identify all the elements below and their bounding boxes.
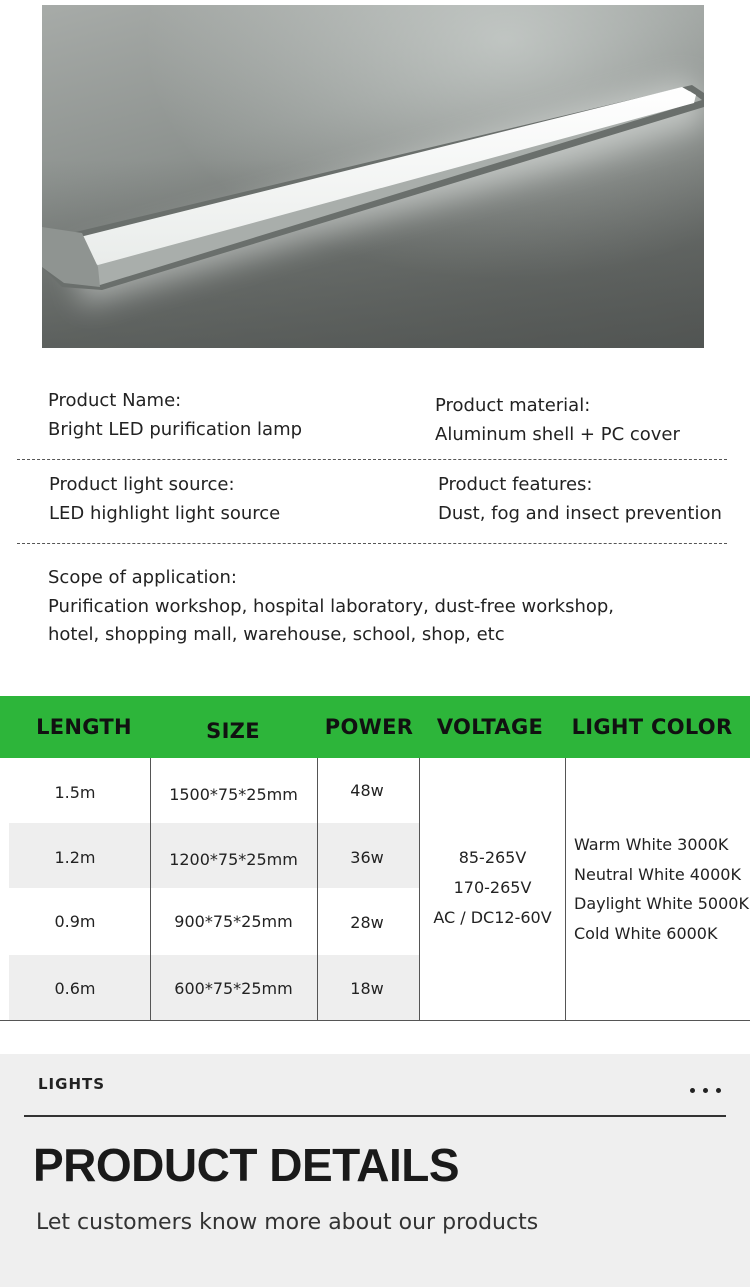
product-features-value: Dust, fog and insect prevention — [438, 503, 722, 524]
cell-power: 28w — [350, 912, 384, 932]
cell-length: 0.9m — [54, 911, 96, 931]
product-name-value: Bright LED purification lamp — [48, 419, 303, 440]
voltage-option: 85-265V — [458, 848, 527, 867]
voltage-option: 170-265V — [453, 878, 532, 897]
more-dots-icon — [690, 1088, 721, 1093]
light-color-option: Warm White 3000K — [574, 835, 729, 854]
cell-size: 1500*75*25mm — [169, 784, 298, 804]
divider — [17, 459, 727, 460]
led-lamp-illustration — [42, 5, 704, 348]
cell-voltage — [420, 843, 565, 933]
cell-power: 18w — [350, 978, 384, 998]
header-size: SIZE — [206, 719, 260, 743]
light-color-option: Cold White 6000K — [574, 923, 718, 943]
light-source-value: LED highlight light source — [49, 503, 281, 524]
product-material-value: Aluminum shell + PC cover — [435, 424, 680, 445]
header-voltage: VOLTAGE — [436, 715, 544, 739]
voltage-option: AC / DC12-60V — [433, 908, 552, 927]
cell-length: 0.6m — [54, 978, 96, 998]
column-divider — [565, 758, 566, 1020]
header-power: POWER — [324, 715, 414, 739]
product-material-label: Product material: — [435, 395, 591, 416]
scope-line-1: Purification workshop, hospital laboratory, dust-free workshop, — [48, 596, 615, 617]
spec-table-header — [0, 696, 750, 758]
header-light-color: LIGHT COLOR — [571, 715, 733, 739]
details-title: PRODUCT DETAILS — [33, 1139, 460, 1191]
header-length: LENGTH — [36, 715, 132, 739]
cell-size: 1200*75*25mm — [169, 849, 298, 869]
cell-length: 1.2m — [54, 847, 96, 867]
cell-size: 600*75*25mm — [174, 978, 293, 998]
scope-line-2: hotel, shopping mall, warehouse, school, shop, etc — [48, 624, 505, 645]
section-rule — [24, 1115, 726, 1117]
table-bottom-border — [0, 1020, 750, 1021]
product-name-label: Product Name: — [48, 390, 182, 411]
cell-length: 1.5m — [54, 782, 96, 802]
light-color-option: Neutral White 4000K — [574, 864, 741, 884]
details-subtitle: Let customers know more about our products — [36, 1210, 539, 1235]
scope-label: Scope of application: — [48, 567, 237, 588]
light-color-option: Daylight White 5000K — [574, 894, 749, 913]
product-features-label: Product features: — [438, 474, 593, 495]
divider — [17, 543, 727, 544]
cell-size: 900*75*25mm — [174, 911, 293, 931]
cell-power: 36w — [350, 847, 384, 867]
product-photo — [42, 5, 704, 348]
section-label: LIGHTS — [38, 1075, 106, 1093]
light-source-label: Product light source: — [49, 474, 235, 495]
cell-light-color — [574, 830, 749, 948]
cell-power: 48w — [350, 780, 384, 800]
